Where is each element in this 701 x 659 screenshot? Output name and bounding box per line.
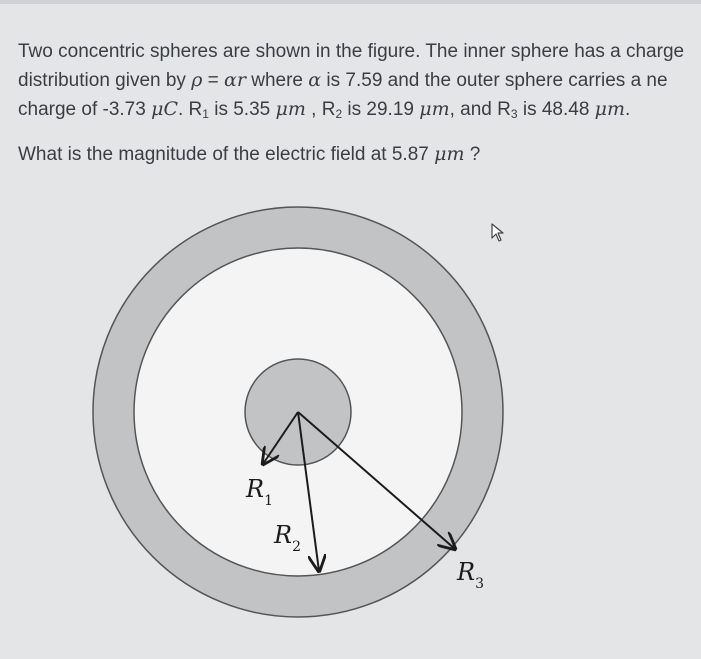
problem-line-2: distribution given by ρ = αr where α is 7.59 and the outer sphere carries a ne [18,69,668,91]
cursor-arrow-icon [491,223,507,243]
rho-symbol: ρ [191,69,203,91]
alpha-symbol: α [308,69,322,91]
label-r1: $R_1$ [246,475,273,509]
problem-line-3: charge of -3.73 μC. $R_1$ is 5.35 μm , $R_2$ is 29.19 μm, and $R_3$ is 48.48 μm. [18,98,631,121]
label-r2: $R_2$ [274,521,301,555]
label-r3: $R_3$ [457,558,484,592]
question-text: What is the magnitude of the electric field at 5.87 μm ? [18,143,481,165]
problem-line-1: Two concentric spheres are shown in the figure. The inner sphere has a charge [18,41,685,62]
alpha-r-expression: αr [224,69,246,91]
